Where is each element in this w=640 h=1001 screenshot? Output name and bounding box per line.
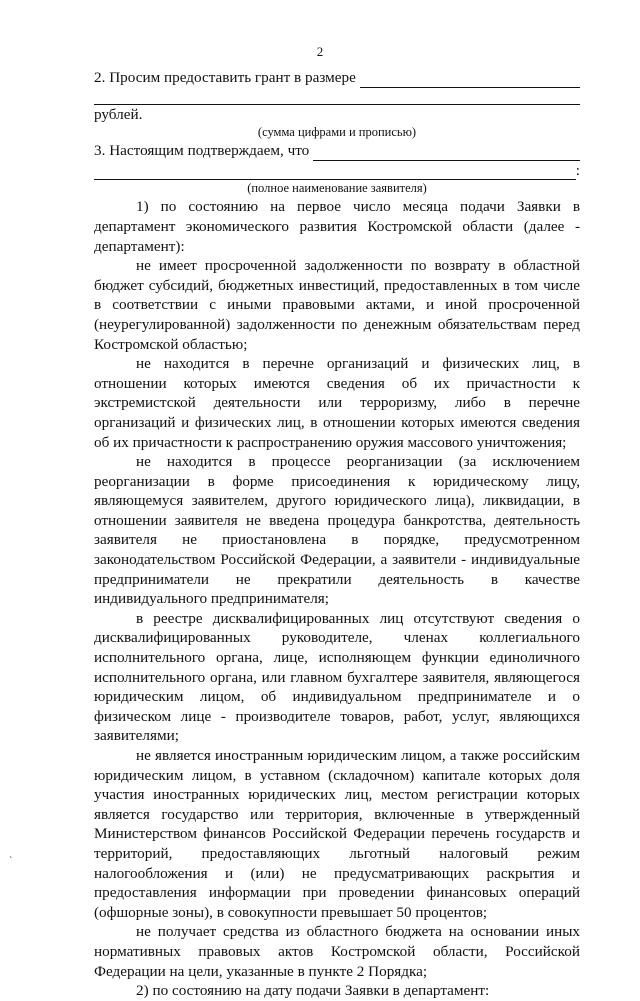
applicant-name-field-line2[interactable] bbox=[94, 163, 576, 180]
paragraph-7: не получает средства из областного бюджета на основании иных нормативных правовых актов Костромской области, Российской Федерации на цели, указанные в пункте 2 Порядка; bbox=[94, 923, 580, 980]
grant-amount-row bbox=[94, 68, 580, 88]
page-number: 2 bbox=[316, 44, 324, 59]
paragraph-5: в реестре дисквалифицированных лиц отсутствуют сведения о дисквалифицированных руководителе, членах коллегиального исполнительного органа, лице, исполняющем функции единоличного исполнительного органа, или главном бухгалтере заявителя, являющегося юридическим лицом, об индивидуальном предпринимателе и о физическом лице - производителе товаров, работ, услуг, являющихся заявителями; bbox=[94, 609, 580, 745]
applicant-caption: (полное наименование заявителя) bbox=[247, 181, 427, 196]
colon-mark: : bbox=[575, 161, 580, 179]
paragraph-2: не имеет просроченной задолженности по возврату в областной бюджет субсидий, бюджетных инвестиций, предоставленных в том числе в соответствии с иными правовыми актами, и иной просроченной (неурегулированной) задолженности по денежным обязательствам перед Костромской областью; bbox=[94, 257, 580, 353]
paragraph-8: 2) по состоянию на дату подачи Заявки в департамент: bbox=[136, 982, 490, 1000]
paragraph-4: не находится в процессе реорганизации (за исключением реорганизации в форме присоединения к юридическому лицу, являющемуся заявителем, другого юридического лица), ликвидации, в отношении заявителя не введена процедура банкротства, деятельность заявителя не приостановлена в порядке, предусмотренном законодательством Российской Федерации, а заявители - индивидуальные предприниматели не прекратили деятельность в качестве индивидуального предпринимателя; bbox=[94, 453, 580, 608]
applicant-name-field[interactable] bbox=[313, 145, 580, 161]
grant-amount-label: 2. Просим предоставить грант в размере bbox=[94, 69, 356, 86]
amount-caption: (сумма цифрами и прописью) bbox=[257, 125, 417, 140]
confirm-label: 3. Настоящим подтверждаем, что bbox=[94, 142, 310, 160]
document-body bbox=[94, 68, 580, 1001]
currency-label: рублей. bbox=[94, 105, 143, 123]
grant-amount-field[interactable] bbox=[360, 72, 580, 88]
applicant-name-row2 bbox=[94, 161, 580, 181]
paragraph-6: не является иностранным юридическим лицом, а также российским юридическим лицом, в уставном (складочном) капитале которых доля участия иностранных юридических лиц, местом регистрации которых является государство или территория, включенные в утвержденный Министерством финансов Российской Федерации перечень государств и территорий, предоставляющих льготный налоговый режим налогообложения и (или) не предусматривающих раскрытия и предоставления информации при проведении финансовых операций (офшорные зоны), в совокупности превышает 50 процентов; bbox=[94, 747, 580, 921]
grant-amount-field-line2[interactable] bbox=[94, 88, 580, 105]
paragraph-3: не находится в перечне организаций и физических лиц, в отношении которых имеются сведения об их причастности к экстремистской деятельности или терроризму, либо в перечне организаций и физических лиц, в отношении которых имеются сведения об их причастности к распространению оружия массового уничтожения; bbox=[94, 355, 580, 451]
confirm-row bbox=[94, 141, 580, 161]
paragraph-1: 1) по состоянию на первое число месяца подачи Заявки в департамент экономического развития Костромской области (далее - департамент): bbox=[94, 198, 580, 255]
scan-artifact-mark: ` bbox=[9, 856, 13, 867]
